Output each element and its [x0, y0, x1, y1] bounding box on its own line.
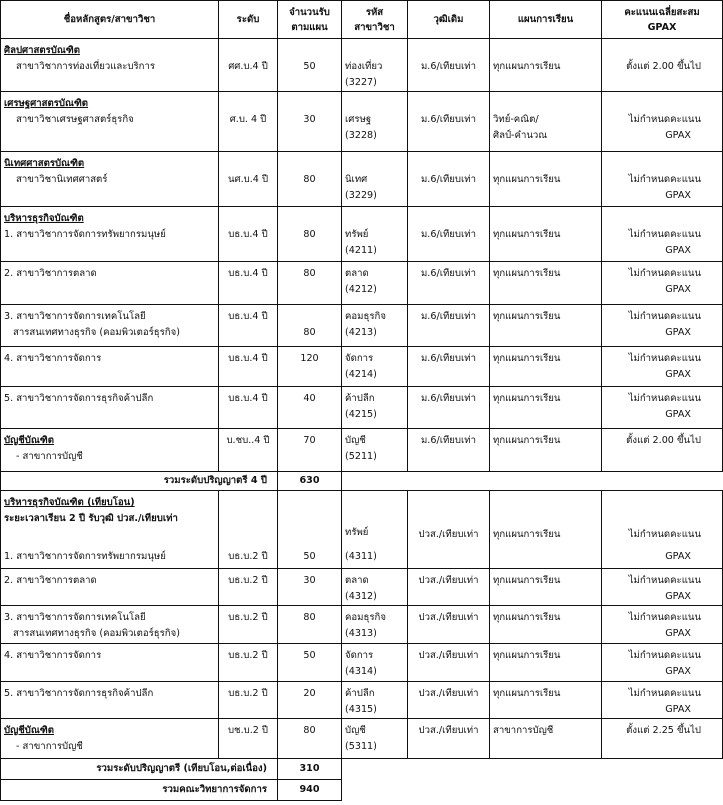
level-cell: บธ.บ.4 ปี [219, 387, 278, 429]
seats-cell: 50 [278, 491, 342, 569]
program-name: บริหารธุรกิจบัณฑิต (เทียบโอน) ระยะเวลาเรียน 2 ปี รับวุฒิ ปวส./เทียบเท่า 1. สาขาวิชาการจัดการทรัพยากรมนุษย์ [1, 491, 219, 569]
level-cell: บ.ชบ..4 ปี [219, 429, 278, 472]
seats-cell: 80 [278, 207, 342, 262]
program-name: บัญชีบัณฑิต - สาขาการบัญชี [1, 429, 219, 472]
level-cell: บธ.บ.4 ปี [219, 207, 278, 262]
seats-cell: 20 [278, 682, 342, 719]
level-cell: นศ.บ.4 ปี [219, 152, 278, 207]
table-row [1, 387, 723, 429]
study-plan-cell: ทุกแผนการเรียน [490, 207, 602, 262]
code-cell: ทรัพย์ (4211) [342, 207, 408, 262]
qualification-cell: ม.6/เทียบเท่า [408, 92, 490, 152]
header-seats: จำนวนรับ ตามแผน [278, 1, 342, 39]
qualification-cell: ม.6/เทียบเท่า [408, 262, 490, 305]
subtotal-row [1, 472, 723, 491]
level-cell: บธ.บ.4 ปี [219, 305, 278, 347]
seats-cell: 80 [278, 305, 342, 347]
gpax-cell: ไม่กำหนดคะแนน GPAX [602, 152, 723, 207]
seats-cell: 120 [278, 347, 342, 387]
study-plan-cell: ทุกแผนการเรียน [490, 569, 602, 606]
table-row [1, 569, 723, 606]
qualification-cell: ปวส./เทียบเท่า [408, 569, 490, 606]
study-plan-cell: ทุกแผนการเรียน [490, 305, 602, 347]
code-cell: จัดการ (4214) [342, 347, 408, 387]
header-study-plan: แผนการเรียน [490, 1, 602, 39]
level-cell: ศศ.บ.4 ปี [219, 39, 278, 92]
qualification-cell: ม.6/เทียบเท่า [408, 347, 490, 387]
table-row [1, 152, 723, 207]
code-cell: จัดการ (4314) [342, 644, 408, 682]
study-plan-cell: ทุกแผนการเรียน [490, 682, 602, 719]
header-gpax: คะแนนเฉลี่ยสะสม GPAX [602, 1, 723, 39]
level-cell: บช.บ.2 ปี [219, 719, 278, 759]
gpax-cell: ไม่กำหนดคะแนน GPAX [602, 644, 723, 682]
qualification-cell: ม.6/เทียบเท่า [408, 387, 490, 429]
subtotal-value: 630 [278, 472, 342, 491]
study-plan-cell: ทุกแผนการเรียน [490, 152, 602, 207]
gpax-cell: ไม่กำหนดคะแนน GPAX [602, 262, 723, 305]
code-cell: ค้าปลีก (4215) [342, 387, 408, 429]
code-cell: ค้าปลีก (4315) [342, 682, 408, 719]
subtotal-row [1, 759, 723, 780]
qualification-cell: ม.6/เทียบเท่า [408, 152, 490, 207]
grand-total-value: 940 [278, 780, 342, 801]
level-cell: บธ.บ.2 ปี [219, 682, 278, 719]
gpax-cell: ไม่กำหนดคะแนน GPAX [602, 569, 723, 606]
code-cell: บัญชี (5311) [342, 719, 408, 759]
seats-cell: 30 [278, 92, 342, 152]
study-plan-cell: สาขาการบัญชี [490, 719, 602, 759]
subtotal-label: รวมระดับปริญญาตรี 4 ปี [1, 472, 278, 491]
code-cell: นิเทศ (3229) [342, 152, 408, 207]
level-cell: บธ.บ.2 ปี [219, 491, 278, 569]
program-name: บริหารธุรกิจบัณฑิต 1. สาขาวิชาการจัดการทรัพยากรมนุษย์ [1, 207, 219, 262]
table-row [1, 39, 723, 92]
study-plan-cell: วิทย์-คณิต/ ศิลป์-คำนวณ [490, 92, 602, 152]
code-cell: เศรษฐ (3228) [342, 92, 408, 152]
table-row [1, 207, 723, 262]
seats-cell: 50 [278, 644, 342, 682]
seats-cell: 70 [278, 429, 342, 472]
table-row [1, 682, 723, 719]
table-row [1, 491, 723, 569]
code-cell: ตลาด (4212) [342, 262, 408, 305]
seats-cell: 40 [278, 387, 342, 429]
table-row [1, 429, 723, 472]
table-row [1, 347, 723, 387]
study-plan-cell: ทุกแผนการเรียน [490, 387, 602, 429]
program-name: นิเทศศาสตรบัณฑิต สาขาวิชานิเทศศาสตร์ [1, 152, 219, 207]
table-row [1, 305, 723, 347]
grand-total-label: รวมคณะวิทยาการจัดการ [1, 780, 278, 801]
qualification-cell: ปวส./เทียบเท่า [408, 491, 490, 569]
gpax-cell: ตั้งแต่ 2.00 ขึ้นไป [602, 429, 723, 472]
code-cell: คอมธุรกิจ (4313) [342, 606, 408, 644]
study-plan-cell: ทุกแผนการเรียน [490, 644, 602, 682]
study-plan-cell: ทุกแผนการเรียน [490, 262, 602, 305]
code-cell: ทรัพย์ (4311) [342, 491, 408, 569]
qualification-cell: ปวส./เทียบเท่า [408, 682, 490, 719]
header-code: รหัส สาขาวิชา [342, 1, 408, 39]
gpax-cell: ตั้งแต่ 2.25 ขึ้นไป [602, 719, 723, 759]
program-name: 3. สาขาวิชาการจัดการเทคโนโลยี สารสนเทศทางธุรกิจ (คอมพิวเตอร์ธุรกิจ) [1, 606, 219, 644]
table-row [1, 719, 723, 759]
gpax-cell: ไม่กำหนดคะแนน GPAX [602, 387, 723, 429]
level-cell: บธ.บ.2 ปี [219, 644, 278, 682]
program-name: บัญชีบัณฑิต - สาขาการบัญชี [1, 719, 219, 759]
study-plan-cell: ทุกแผนการเรียน [490, 347, 602, 387]
program-name: 2. สาขาวิชาการตลาด [1, 569, 219, 606]
gpax-cell: ไม่กำหนดคะแนน GPAX [602, 305, 723, 347]
subtotal-value: 310 [278, 759, 342, 780]
code-cell: คอมธุรกิจ (4213) [342, 305, 408, 347]
table-row [1, 92, 723, 152]
program-name: 4. สาขาวิชาการจัดการ [1, 347, 219, 387]
level-cell: บธ.บ.4 ปี [219, 262, 278, 305]
header-row [1, 1, 723, 39]
study-plan-cell: ทุกแผนการเรียน [490, 491, 602, 569]
qualification-cell: ม.6/เทียบเท่า [408, 429, 490, 472]
level-cell: บธ.บ.4 ปี [219, 347, 278, 387]
qualification-cell: ปวส./เทียบเท่า [408, 644, 490, 682]
header-name: ชื่อหลักสูตร/สาขาวิชา [1, 1, 219, 39]
seats-cell: 30 [278, 569, 342, 606]
seats-cell: 80 [278, 719, 342, 759]
level-cell: บธ.บ.2 ปี [219, 569, 278, 606]
qualification-cell: ปวส./เทียบเท่า [408, 606, 490, 644]
seats-cell: 80 [278, 606, 342, 644]
table-row [1, 262, 723, 305]
code-cell: ตลาด (4312) [342, 569, 408, 606]
level-cell: ศ.บ. 4 ปี [219, 92, 278, 152]
program-name: 5. สาขาวิชาการจัดการธุรกิจค้าปลีก [1, 682, 219, 719]
program-name: 3. สาขาวิชาการจัดการเทคโนโลยี สารสนเทศทางธุรกิจ (คอมพิวเตอร์ธุรกิจ) [1, 305, 219, 347]
study-plan-cell: ทุกแผนการเรียน [490, 39, 602, 92]
qualification-cell: ม.6/เทียบเท่า [408, 305, 490, 347]
header-qualification: วุฒิเดิม [408, 1, 490, 39]
qualification-cell: ม.6/เทียบเท่า [408, 207, 490, 262]
table-row [1, 606, 723, 644]
gpax-cell: ไม่กำหนดคะแนน GPAX [602, 207, 723, 262]
seats-cell: 80 [278, 152, 342, 207]
gpax-cell: ไม่กำหนดคะแนน GPAX [602, 606, 723, 644]
study-plan-cell: ทุกแผนการเรียน [490, 429, 602, 472]
seats-cell: 50 [278, 39, 342, 92]
gpax-cell: ไม่กำหนดคะแนน GPAX [602, 491, 723, 569]
qualification-cell: ม.6/เทียบเท่า [408, 39, 490, 92]
code-cell: บัญชี (5211) [342, 429, 408, 472]
subtotal-label: รวมระดับปริญญาตรี (เทียบโอน,ต่อเนื่อง) [1, 759, 278, 780]
seats-cell: 80 [278, 262, 342, 305]
level-cell: บธ.บ.2 ปี [219, 606, 278, 644]
header-level: ระดับ [219, 1, 278, 39]
program-name: 4. สาขาวิชาการจัดการ [1, 644, 219, 682]
table-row [1, 644, 723, 682]
gpax-cell: ไม่กำหนดคะแนน GPAX [602, 682, 723, 719]
gpax-cell: ไม่กำหนดคะแนน GPAX [602, 92, 723, 152]
code-cell: ท่องเที่ยว (3227) [342, 39, 408, 92]
program-name: 5. สาขาวิชาการจัดการธุรกิจค้าปลีก [1, 387, 219, 429]
grand-total-row [1, 780, 723, 801]
qualification-cell: ปวส./เทียบเท่า [408, 719, 490, 759]
program-name: ศิลปศาสตรบัณฑิต สาขาวิชาการท่องเที่ยวและบริการ [1, 39, 219, 92]
study-plan-cell: ทุกแผนการเรียน [490, 606, 602, 644]
program-name: เศรษฐศาสตรบัณฑิต สาขาวิชาเศรษฐศาสตร์ธุรกิจ [1, 92, 219, 152]
gpax-cell: ไม่กำหนดคะแนน GPAX [602, 347, 723, 387]
program-name: 2. สาขาวิชาการตลาด [1, 262, 219, 305]
gpax-cell: ตั้งแต่ 2.00 ขึ้นไป [602, 39, 723, 92]
